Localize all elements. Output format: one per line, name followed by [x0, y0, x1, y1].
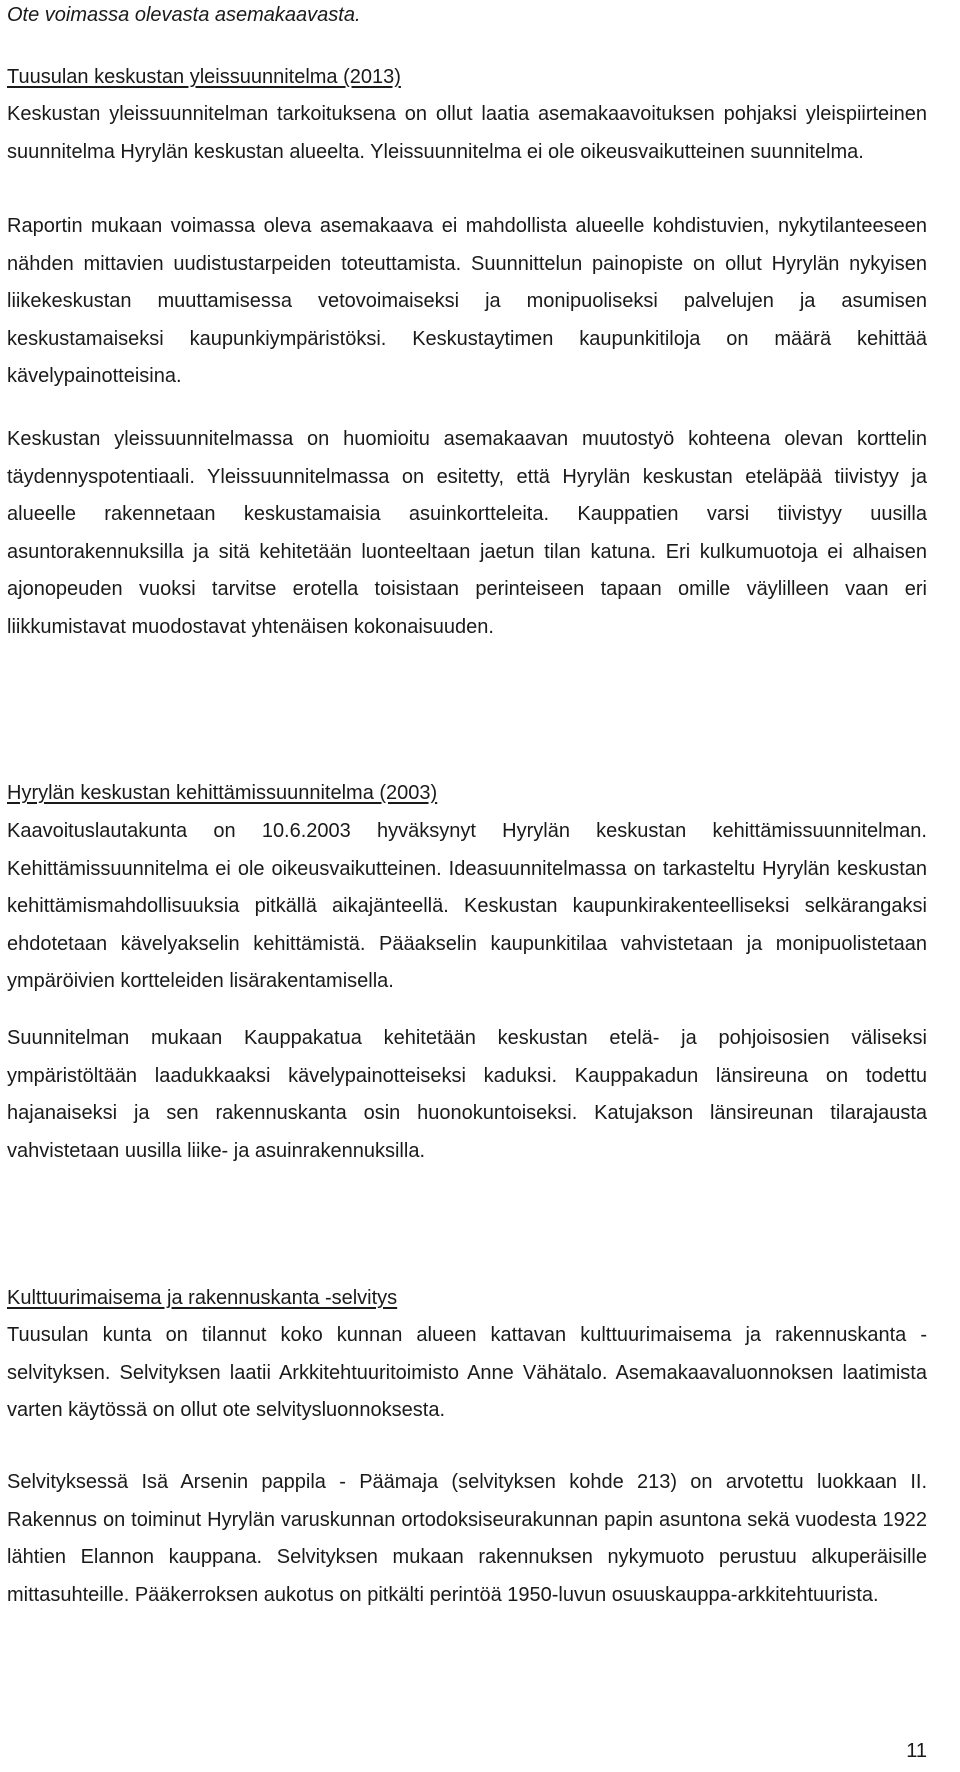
section-heading-yleissuunnitelma: Tuusulan keskustan yleissuunnitelma (2013) — [7, 66, 401, 88]
section-heading-kulttuurimaisema: Kulttuurimaisema ja rakennuskanta -selvitys — [7, 1287, 398, 1309]
paragraph: Selvityksessä Isä Arsenin pappila - Päämaja (selvityksen kohde 213) on arvotettu luokkaan II. Rakennus on toiminut Hyrylän varuskunnan ortodoksiseurakunnan papin asuntona sekä vuodesta 1922 lähtien Elannon kauppana. Selvityksen mukaan rakennuksen nykymuoto perustuu alkuperäisille mittasuhteille. Pääkerroksen aukotus on pitkälti perintöä 1950-luvun osuuskauppa-arkkitehtuurista. — [7, 1471, 927, 1606]
section-heading-kehittamissuunnitelma: Hyrylän keskustan kehittämissuunnitelma (2003) — [7, 782, 438, 804]
page-number: 11 — [906, 1740, 927, 1762]
paragraph: Tuusulan kunta on tilannut koko kunnan alueen kattavan kulttuurimaisema ja rakennuskanta -selvityksen. Selvityksen laatii Arkkitehtuuritoimisto Anne Vähätalo. Asemakaavaluonnoksen laatimista varten käytössä on ollut ote selvitysluonnoksesta. — [7, 1324, 927, 1421]
paragraph: Keskustan yleissuunnitelmassa on huomioitu asemakaavan muutostyö kohteena olevan korttelin täydennyspotentiaali. Yleissuunnitelmassa on esitetty, että Hyrylän keskustan eteläpää tiivistyy ja alueelle rakennetaan keskustamaisia asuinkortteleita. Kauppatien varsi tiivistyy uusilla asuntorakennuksilla ja sitä kehitetään luonteeltaan jaetun tilan katuna. Eri kulkumuotoja ei alhaisen ajonopeuden vuoksi tarvitse erotella toisistaan perinteiseen tapaan omille väylilleen vaan eri liikkumistavat muodostavat yhtenäisen kokonaisuuden. — [7, 428, 927, 638]
paragraph: Kaavoituslautakunta on 10.6.2003 hyväksynyt Hyrylän keskustan kehittämissuunnitelman. Kehittämissuunnitelma ei ole oikeusvaikutteinen. Ideasuunnitelmassa on tarkasteltu Hyrylän keskustan kehittämismahdollisuuksia pitkällä aikajänteellä. Keskustan kaupunkirakenteelliseksi selkärangaksi ehdotetaan kävelyakselin kehittämistä. Pääakselin kaupunkitilaa vahvistetaan ja monipuolistetaan ympäröivien kortteleiden lisärakentamisella. — [7, 820, 927, 992]
paragraph: Suunnitelman mukaan Kauppakatua kehitetään keskustan etelä- ja pohjoisosien väliseksi ympäristöltään laadukkaaksi kävelypainotteiseksi kaduksi. Kauppakadun länsireuna on todettu hajanaiseksi ja sen rakennuskanta osin huonokuntoiseksi. Katujakson länsireunan tilarajausta vahvistetaan uusilla liike- ja asuinrakennuksilla. — [7, 1027, 927, 1162]
paragraph: Raportin mukaan voimassa oleva asemakaava ei mahdollista alueelle kohdistuvien, nykytilanteeseen nähden mittavien uudistustarpeiden toteuttamista. Suunnittelun painopiste on ollut Hyrylän nykyisen liikekeskustan muuttamisessa vetovoimaiseksi ja monipuoliseksi palvelujen ja asumisen keskustamaiseksi kaupunkiympäristöksi. Keskustaytimen kaupunkitiloja on määrä kehittää kävelypainotteisina. — [7, 215, 927, 387]
paragraph: Keskustan yleissuunnitelman tarkoituksena on ollut laatia asemakaavoituksen pohjaksi yleispiirteinen suunnitelma Hyrylän keskustan alueelta. Yleissuunnitelma ei ole oikeusvaikutteinen suunnitelma. — [7, 103, 927, 163]
figure-caption: Ote voimassa olevasta asemakaavasta. — [7, 4, 361, 26]
